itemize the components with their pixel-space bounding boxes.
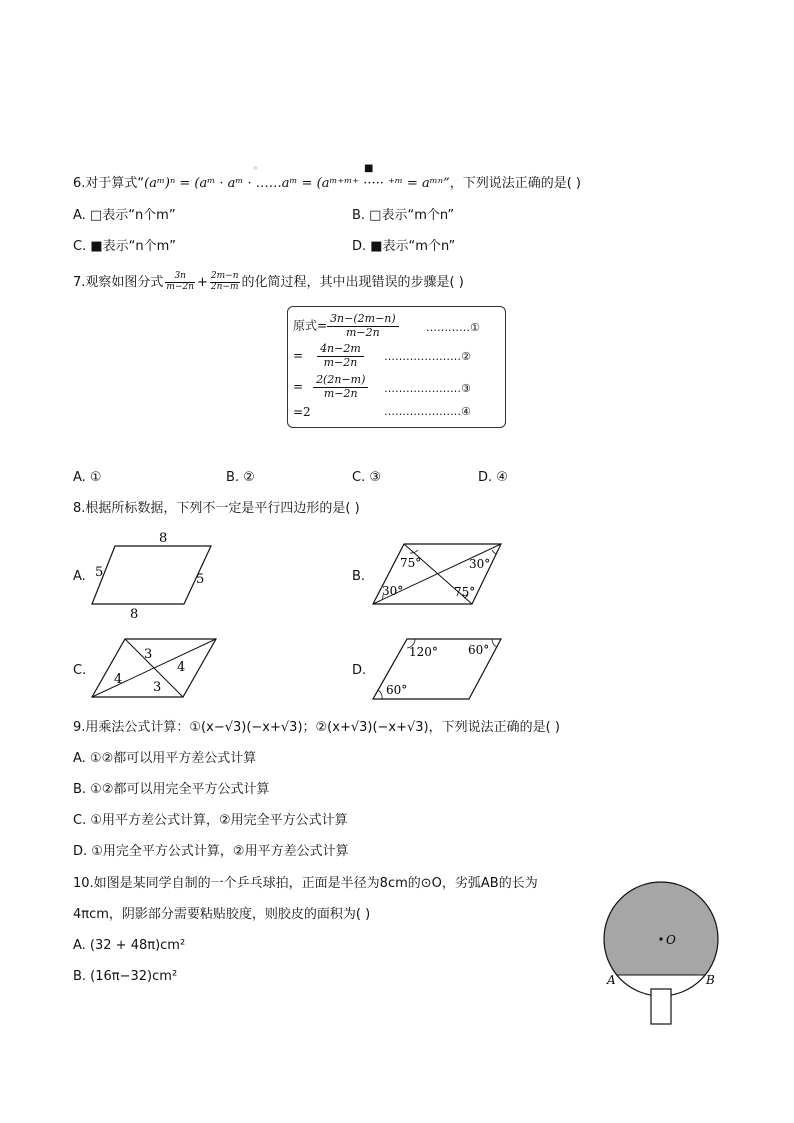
q7-stem-suffix: 的化简过程，其中出现错误的步骤是( ) xyxy=(241,274,464,290)
q6-stem-prefix: 6.对于算式“ xyxy=(73,176,145,191)
q9-stem: 9.用乘法公式计算：①(x−√3)(−x+√3)；②(x+√3)(−x+√3)，下列说法正确的是( ) xyxy=(73,720,560,735)
q7-option-a[interactable]: A. ① xyxy=(73,470,102,485)
center-label: O xyxy=(666,933,676,947)
q7-step-1-mark: …………① xyxy=(426,321,480,334)
q8-figure-c xyxy=(90,637,220,701)
fig-b-angle-1: 75° xyxy=(400,556,422,570)
q7-stem xyxy=(73,272,464,293)
q6-option-d[interactable]: D. ■表示“m个n” xyxy=(352,239,456,254)
q10-line-1: 10.如图是某同学自制的一个乒乓球拍，正面是半径为8cm的⊙O，劣弧AB的长为 xyxy=(73,876,538,891)
fig-c-segment-2: 4 xyxy=(177,660,186,675)
fig-d-angle-2: 60° xyxy=(468,643,490,657)
q10-line-2: 4πcm，阴影部分需要粘贴胶度，则胶皮的面积为( ) xyxy=(73,907,371,922)
q7-option-b[interactable]: B. ② xyxy=(226,470,255,485)
q6-option-b[interactable]: B. □表示“m个n” xyxy=(352,208,455,223)
q7-plus: + xyxy=(197,274,208,290)
q9-option-c[interactable]: C. ①用平方差公式计算，②用完全平方公式计算 xyxy=(73,813,348,828)
fig-a-left-label: 5 xyxy=(95,565,104,580)
q8-option-a[interactable]: A. xyxy=(73,569,86,584)
q9-option-b[interactable]: B. ①②都可以用完全平方公式计算 xyxy=(73,782,270,797)
center-point xyxy=(659,937,662,940)
q6-marker-big: ■ xyxy=(364,163,374,174)
q9-option-d[interactable]: D. ①用完全平方公式计算，②用平方差公式计算 xyxy=(73,844,349,859)
q7-frac2: $\frac{2m-n}{2n-m}$ xyxy=(210,271,239,292)
parallelogram-a xyxy=(92,546,211,604)
fig-c-segment-1: 3 xyxy=(144,647,153,662)
q6-stem-suffix: ，下列说法正确的是( ) xyxy=(449,176,581,191)
q8-option-c[interactable]: C. xyxy=(73,663,87,678)
q7-step-4: =2 xyxy=(293,405,311,419)
q7-steps-box xyxy=(287,306,506,428)
q8-option-b[interactable]: B. xyxy=(352,569,366,584)
fig-d-angle-3: 60° xyxy=(386,683,408,697)
q10-option-a[interactable]: A. (32 + 48π)cm² xyxy=(73,938,186,953)
q8-stem: 8.根据所标数据，下列不一定是平行四边形的是( ) xyxy=(73,501,360,516)
q8-figure-d xyxy=(370,636,505,702)
q7-step-2: = $\frac{4n-2m}{m-2n}$ xyxy=(293,343,364,369)
q7-step-4-mark: …………………④ xyxy=(384,405,471,418)
paddle-handle xyxy=(651,989,671,1024)
q7-option-c[interactable]: C. ③ xyxy=(352,470,381,485)
q7-option-d[interactable]: D. ④ xyxy=(478,470,508,485)
fig-b-angle-2: 30° xyxy=(469,557,491,571)
q8-option-d[interactable]: D. xyxy=(352,663,367,678)
q6-option-a[interactable]: A. □表示“n个m” xyxy=(73,208,176,223)
q9-option-a[interactable]: A. ①②都可以用平方差公式计算 xyxy=(73,751,257,766)
q7-step-3-mark: …………………③ xyxy=(384,382,471,395)
point-b-label: B xyxy=(706,973,715,987)
q10-paddle-figure xyxy=(598,860,728,1030)
q6-stem xyxy=(73,176,581,192)
q7-frac1: $\frac{3n}{m-2n}$ xyxy=(166,271,195,292)
q7-stem-prefix: 7.观察如图分式 xyxy=(73,274,164,290)
fig-b-angle-4: 75° xyxy=(454,585,476,599)
q7-step-3: = $\frac{2(2n-m)}{m-2n}$ xyxy=(293,374,368,400)
q6-marker-small: ◦ xyxy=(253,164,258,173)
fig-d-angle-1: 120° xyxy=(409,645,438,659)
q6-option-c[interactable]: C. ■表示“n个m” xyxy=(73,239,176,254)
fig-c-segment-3: 4 xyxy=(114,672,123,687)
fig-a-bottom-label: 8 xyxy=(130,607,139,622)
q6-expression: (aᵐ)ⁿ = (aᵐ · aᵐ · ……aᵐ = (aᵐ⁺ᵐ⁺ ····· ⁺ᵐ = aᵐⁿ” xyxy=(144,176,450,191)
q8-figure-b xyxy=(370,540,505,610)
fig-a-top-label: 8 xyxy=(159,531,168,546)
fig-c-segment-4: 3 xyxy=(153,680,162,695)
paddle-shaded-region xyxy=(604,882,718,975)
q7-step-1: 原式= $\frac{3n-(2m-n)}{m-2n}$ xyxy=(293,313,399,339)
point-a-label: A xyxy=(607,973,616,987)
fig-b-angle-3: 30° xyxy=(382,584,404,598)
fig-a-right-label: 5 xyxy=(196,572,205,587)
q7-step-2-mark: …………………② xyxy=(384,350,471,363)
q8-figure-a xyxy=(88,530,218,625)
q10-option-b[interactable]: B. (16π−32)cm² xyxy=(73,969,178,984)
